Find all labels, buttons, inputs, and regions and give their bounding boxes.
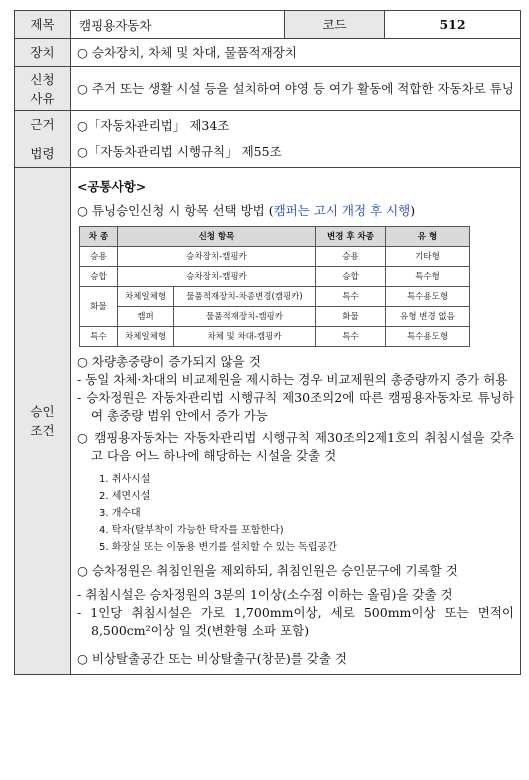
cell-after-type: 특수 — [316, 287, 386, 307]
table-row — [80, 287, 470, 307]
header-row — [15, 11, 521, 39]
weight-sub-1: - 동일 차체·차대의 비교제원을 제시하는 경우 비교제원의 총중량까지 증가 허용 — [77, 372, 508, 387]
method-line-suffix: ) — [410, 203, 416, 218]
cell-after-type: 화물 — [316, 307, 386, 327]
col-header-after-type: 변경 후 차종 — [316, 227, 386, 247]
cell-item: 승차장치-캠핑카 — [118, 267, 316, 287]
list-item: 5. 화장실 또는 이동용 변기를 설치할 수 있는 독립공간 — [99, 542, 337, 553]
cell-sub-type: 차체일체형 — [118, 327, 174, 347]
table-row — [80, 327, 470, 347]
method-line-prefix: ○ 튜닝승인신청 시 항목 선택 방법 ( — [77, 203, 274, 218]
cell-kind: 특수용도형 — [386, 327, 470, 347]
col-header-item: 신청 항목 — [118, 227, 316, 247]
code-value: 512 — [385, 11, 521, 39]
seat-sub-1: - 취침시설은 승차정원의 3분의 1이상(소수점 이하는 올림)을 갖출 것 — [77, 587, 453, 602]
basis-row — [15, 111, 521, 168]
basis-cell — [71, 111, 521, 168]
reason-label-line2: 사유 — [30, 90, 55, 106]
table-row — [80, 307, 470, 327]
reason-row — [15, 67, 521, 111]
common-heading: <공통사항> — [77, 179, 147, 194]
seat-sub-2: - 1인당 취침시설은 가로 1,700mm이상, 세로 500mm이상 또는 면적이 8,500cm²이상 일 것(변환형 소파 포함) — [77, 605, 514, 638]
weight-sub-2: - 승차정원은 자동차관리법 시행규칙 제30조의2에 따른 캠핑용자동차로 튜닝하여 총중량 범위 안에서 증가 가능 — [77, 390, 514, 423]
reason-text: ○ 주거 또는 생활 시설 등을 설치하여 야영 등 여가 활동에 적합한 자동차로 튜닝 — [77, 80, 514, 96]
basis-law-1: ○「자동차관리법」 제34조 — [77, 118, 230, 133]
approval-cell — [71, 168, 521, 675]
method-line-note: 캠퍼는 고시 개정 후 시행 — [273, 203, 411, 218]
col-header-kind: 유 형 — [386, 227, 470, 247]
approval-label — [15, 168, 71, 675]
device-text: ○ 승차장치, 차체 및 차대, 물품적재장치 — [71, 39, 521, 67]
method-line — [77, 202, 514, 220]
reason-label-line1: 신청 — [30, 71, 55, 87]
cell-item: 물품적재장치-캠핑카 — [174, 307, 316, 327]
approval-label-line1: 승인 — [30, 404, 55, 419]
col-header-vehicle-type: 차 종 — [80, 227, 118, 247]
approval-form-table — [14, 10, 521, 675]
list-item: 4. 탁자(탈부착이 가능한 탁자를 포함한다) — [99, 525, 284, 536]
cell-vehicle-type: 승합 — [80, 267, 118, 287]
reason-cell — [71, 67, 521, 111]
device-label: 장치 — [15, 39, 71, 67]
table-row — [80, 247, 470, 267]
approval-label-line2: 조건 — [30, 423, 55, 438]
list-item: 2. 세면시설 — [99, 491, 151, 502]
reason-label — [15, 67, 71, 111]
cell-vehicle-type: 화물 — [80, 287, 118, 327]
basis-label — [15, 111, 71, 168]
cell-item: 승차장치-캠핑카 — [118, 247, 316, 267]
cell-after-type: 특수 — [316, 327, 386, 347]
title-value: 캠핑용자동차 — [71, 11, 285, 39]
item-selection-table — [79, 226, 470, 347]
cell-kind: 특수형 — [386, 267, 470, 287]
cell-item: 차체 및 차대-캠핑카 — [174, 327, 316, 347]
exit-condition: ○ 비상탈출공간 또는 비상탈출구(창문)를 갖출 것 — [77, 651, 347, 666]
cell-vehicle-type: 승용 — [80, 247, 118, 267]
facility-condition: ○ 캠핑용자동차는 자동차관리법 시행규칙 제30조의2제1호의 취침시설을 갖추고 다음 어느 하나에 해당하는 시설을 갖출 것 — [77, 430, 514, 463]
cell-after-type: 승합 — [316, 267, 386, 287]
item-table-header — [80, 227, 470, 247]
spacer — [77, 640, 514, 650]
cell-item: 물품적재장치-차종변경(캠핑카) — [174, 287, 316, 307]
facility-list — [77, 471, 514, 556]
cell-sub-type: 차체일체형 — [118, 287, 174, 307]
cell-kind: 유형 변경 없음 — [386, 307, 470, 327]
seat-condition: ○ 승차정원은 취침인원을 제외하되, 취침인원은 승인문구에 기록할 것 — [77, 563, 458, 578]
cell-kind: 특수용도형 — [386, 287, 470, 307]
title-label: 제목 — [15, 11, 71, 39]
approval-row — [15, 168, 521, 675]
device-row — [15, 39, 521, 67]
code-label: 코드 — [285, 11, 385, 39]
cell-vehicle-type: 특수 — [80, 327, 118, 347]
basis-law-2: ○「자동차관리법 시행규칙」 제55조 — [77, 144, 282, 159]
list-item: 1. 취사시설 — [99, 474, 151, 485]
basis-label-line1: 근거 — [30, 117, 55, 132]
cell-after-type: 승용 — [316, 247, 386, 267]
weight-condition: ○ 차량총중량이 증가되지 않을 것 — [77, 354, 261, 369]
basis-label-line2: 법령 — [30, 146, 55, 161]
list-item: 3. 개수대 — [99, 508, 141, 519]
cell-kind: 기타형 — [386, 247, 470, 267]
table-row — [80, 267, 470, 287]
cell-sub-type: 캠퍼 — [118, 307, 174, 327]
